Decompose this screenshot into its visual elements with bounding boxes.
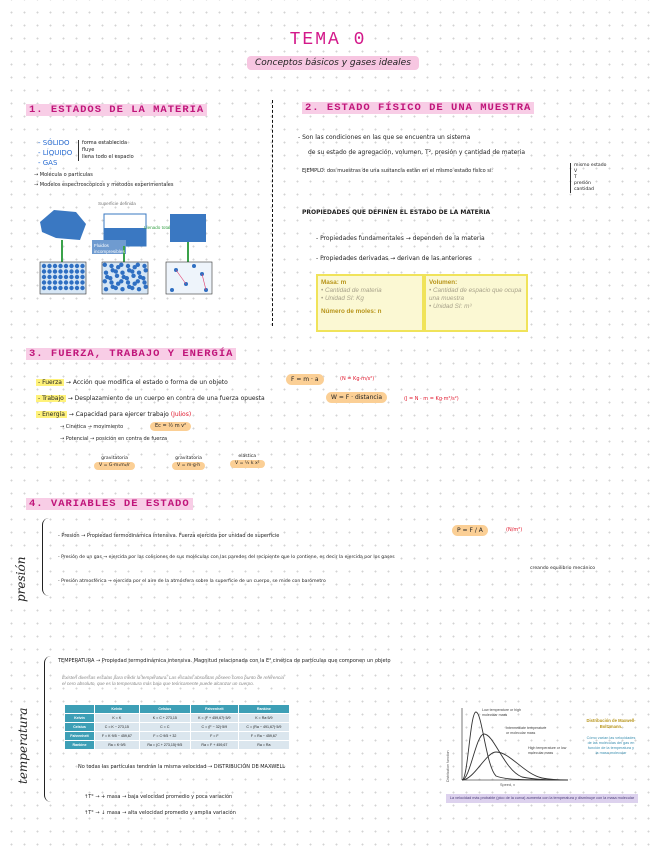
particle <box>80 286 84 290</box>
table-cell: Ra = F + 459,67 <box>190 741 238 750</box>
work-formula: W = F · distancia <box>326 392 387 403</box>
pressure-brace <box>42 518 49 596</box>
particle <box>42 275 46 279</box>
particle <box>58 264 62 268</box>
properties-title: PROPIEDADES QUE DEFINEN EL ESTADO DE LA MATERIA <box>302 209 491 216</box>
section-3-title: 3. FUERZA, TRABAJO Y ENERGÍA <box>26 348 236 360</box>
particle <box>142 280 146 284</box>
energy-line: - Energía → Capacidad para ejercer trabajo (Julios) <box>38 411 192 418</box>
plot-y-label: Distribution function <box>446 750 450 782</box>
page-subtitle: Conceptos básicos y gases ideales <box>247 56 419 70</box>
s2-line-1: - Son las condiciones en las que se encuentra un sistema <box>298 134 471 141</box>
table-row <box>65 723 290 732</box>
particle <box>80 275 84 279</box>
table-cell: Rankine <box>65 741 95 750</box>
particle <box>58 280 62 284</box>
particle <box>69 264 73 268</box>
properties-derived: - Propiedades derivadas → derivan de las anteriores <box>316 255 472 262</box>
particle <box>130 286 134 290</box>
solid-shape <box>40 210 86 240</box>
s2-line-2: de su estado de agregación, volumen, T², presión y cantidad de materia <box>308 149 526 156</box>
particle <box>58 275 62 279</box>
gas-container <box>170 214 206 242</box>
pressure-line-3: - Presión atmosférica → ejercida por el aire de la atmósfera sobre la superficie de un cuerpo, se mide con barómetro <box>58 579 326 584</box>
temperature-line-4: ↑T° → ↓ masa → alta velocidad promedio y amplia variación <box>84 810 236 816</box>
page-title: TEMA 0 <box>289 30 367 50</box>
potential-energy: → Potencial → posición en contra de fuerza <box>60 436 168 442</box>
particle <box>80 280 84 284</box>
table-cell: Kelvin <box>65 714 95 723</box>
s1-line-b: → Modelos espectroscópicos y métodos experimentales <box>34 182 174 188</box>
state-notes <box>78 140 134 161</box>
particle <box>47 264 51 268</box>
table-cell: C = K − 273,15 <box>94 723 139 732</box>
particle <box>120 271 124 275</box>
particle <box>136 263 140 267</box>
pressure-line-2b: creando equilibrio mecánico <box>530 566 596 571</box>
particle <box>142 264 146 268</box>
curve-high-temperature <box>462 752 568 780</box>
curve-intermediate <box>462 734 568 780</box>
mass-box-item: • Unidad SI: Kg <box>321 295 364 302</box>
s1-line-a: → Molécula o partículas <box>34 172 93 178</box>
diagram-caption-gas: Llenado total <box>144 225 171 230</box>
particle <box>47 280 51 284</box>
particle <box>64 269 68 273</box>
table-cell: F = Ra − 459,67 <box>238 732 289 741</box>
state-note-gas: llena todo el espacio <box>82 154 134 160</box>
example-item: mismo estado <box>574 163 607 168</box>
example-item: cantidad <box>574 187 594 192</box>
particle <box>53 280 57 284</box>
table-cell: C = (F − 32)·5/9 <box>190 723 238 732</box>
table-header: Rankine <box>238 705 289 714</box>
particle <box>42 286 46 290</box>
particle <box>120 287 124 291</box>
particle <box>137 287 141 291</box>
table-cell: Ra = Ra <box>238 741 289 750</box>
temperature-line-1: TEMPERATURA → Propiedad termodinámica intensiva. Magnitud relacionada con la E² cinética de partículas que componen un objeto <box>58 658 391 664</box>
table-header-row <box>65 705 290 714</box>
temperature-line-3: ↑T° → + masa → baja velocidad promedio y poca variación <box>84 794 233 800</box>
particle <box>47 269 51 273</box>
particle <box>103 263 107 267</box>
maxwell-caption: La velocidad más probable (pico de la curva) aumenta con la temperatura y disminuye con la masa molecular <box>446 794 638 803</box>
maxwell-title: Distribución de Maxwell-Boltzmann. <box>586 718 636 729</box>
particle <box>137 271 141 275</box>
curve-label-low: Low temperature or high molecular mass <box>482 708 521 717</box>
particle <box>42 280 46 284</box>
table-cell: C = (Ra − 491,67)·5/9 <box>238 723 289 732</box>
particle <box>75 275 79 279</box>
table-cell: K = K <box>94 714 139 723</box>
section-divider <box>272 100 273 326</box>
particle <box>119 279 123 283</box>
table-cell: Ra = K·9/5 <box>94 741 139 750</box>
potential-sub-2: gravitatoria V = m·g·h <box>172 456 205 470</box>
particle <box>53 275 57 279</box>
kinetic-formula: Ec = ½ m v² <box>150 422 191 431</box>
particle <box>125 276 129 280</box>
state-note-solid: forma establecida <box>82 140 128 146</box>
particle <box>75 280 79 284</box>
table-header <box>65 705 95 714</box>
maxwell-text: Cómo varían las velocidades de las moléculas del gas en función de la temperatura y la masa molecular <box>586 736 636 755</box>
pressure-line-1: - Presión → Propiedad termodinámica intensiva. Fuerza ejercida por unidad de superficie <box>58 533 280 539</box>
particle <box>42 269 46 273</box>
particle <box>130 269 134 273</box>
example-item: presión <box>574 181 591 186</box>
particle <box>119 263 123 267</box>
particle <box>126 280 130 284</box>
pressure-formula: P = F / A <box>452 525 488 536</box>
state-note-liquid: fluye <box>82 147 95 153</box>
table-row <box>65 732 290 741</box>
pressure-line-2: - Presión de un gas → ejercida por las colisiones de sus moléculas con las paredes del recipiente que lo contiene, es decir la ejercida por los gases <box>58 555 395 560</box>
kinetic-energy: → Cinética → movimiento <box>60 424 124 430</box>
temperature-brace <box>44 656 51 802</box>
particle <box>115 274 119 278</box>
particle <box>104 287 108 291</box>
example-items <box>570 163 606 193</box>
particle <box>47 286 51 290</box>
particle <box>58 286 62 290</box>
work-units: (J = N · m = Kg·m²/s²) <box>404 396 459 402</box>
particle <box>69 280 73 284</box>
example-item: V <box>574 169 578 174</box>
force-units: (N = Kg·m/s²) <box>340 376 375 382</box>
particle <box>109 264 113 268</box>
particle <box>64 264 68 268</box>
properties-fundamental: - Propiedades fundamentales → dependen de la materia <box>316 235 485 242</box>
volume-box-title: Volumen: <box>429 279 458 286</box>
particle <box>136 279 140 283</box>
volume-box-item: • Unidad SI: m³ <box>429 303 472 310</box>
table-cell: K = (F + 459,67)·5/9 <box>190 714 238 723</box>
particle <box>108 276 112 280</box>
particle <box>141 276 145 280</box>
state-gas: - GAS <box>38 159 58 167</box>
section-2-title: 2. ESTADO FÍSICO DE UNA MUESTRA <box>302 102 534 114</box>
s2-example: EJEMPLO: dos muestras de una sustancia están en el mismo estado físico si: <box>302 168 493 174</box>
pressure-units: (N/m²) <box>506 527 523 533</box>
curve-label-high: High temperature or low molecular mass <box>528 746 567 755</box>
state-solid: - SÓLIDO <box>38 139 70 147</box>
force-formula: F = m · a <box>286 374 324 385</box>
states-list <box>38 138 72 168</box>
section-1-title: 1. ESTADOS DE LA MATERIA <box>26 104 207 116</box>
particle <box>53 269 57 273</box>
volume-box <box>424 274 528 332</box>
particle <box>103 279 107 283</box>
moles-title: Número de moles: n <box>321 308 382 315</box>
particle <box>80 264 84 268</box>
particle <box>53 264 57 268</box>
potential-sub-1: gravitatoria V = G·m₁m₂/r <box>94 456 135 470</box>
section-4-title: 4. VARIABLES DE ESTADO <box>26 498 193 510</box>
particle <box>69 269 73 273</box>
table-header: Kelvin <box>94 705 139 714</box>
particle <box>109 280 113 284</box>
plot-x-label: Speed, v <box>500 783 515 787</box>
particle <box>64 275 68 279</box>
table-cell: K = C + 273,15 <box>139 714 190 723</box>
table-header: Fahrenheit <box>190 705 238 714</box>
particle <box>58 269 62 273</box>
particle <box>144 285 148 289</box>
particle <box>64 286 68 290</box>
particle <box>64 280 68 284</box>
table-cell: C = C <box>139 723 190 732</box>
particle <box>75 264 79 268</box>
particle <box>69 286 73 290</box>
force-line: - Fuerza → Acción que modifica el estado o forma de un objeto <box>38 379 228 386</box>
particle <box>75 286 79 290</box>
example-item: T <box>574 175 577 180</box>
particle <box>80 269 84 273</box>
particle <box>114 269 118 273</box>
particle <box>126 264 130 268</box>
temperature-scales-table <box>64 704 290 750</box>
potential-sub-3: elástica V = ½ k x² <box>230 454 265 468</box>
particle <box>75 269 79 273</box>
particle <box>53 286 57 290</box>
mass-box <box>316 274 424 332</box>
mass-box-title: Masa: m <box>321 279 347 286</box>
particle <box>42 264 46 268</box>
temperature-intro: Existen diversas escalas para medir la temperatura. Las escalas absolutas poseen como punto de referencia el cero absoluto, que es la temperatura más baja que teóricamente puede alcanzar un cuerpo. <box>62 675 284 686</box>
table-cell: F = F <box>190 732 238 741</box>
volume-box-item: • Cantidad de espacio que ocupa una muestra <box>429 287 522 302</box>
table-cell: F = K·9/5 − 459,67 <box>94 732 139 741</box>
particle <box>131 274 135 278</box>
particle <box>114 286 118 290</box>
particle <box>69 275 73 279</box>
table-cell: K = Ra·5/9 <box>238 714 289 723</box>
states-of-matter-diagram <box>36 200 222 306</box>
diagram-caption-liquid: Fluidos incompresibles <box>94 243 125 254</box>
curve-label-intermediate: Intermediate temperature or molecular mass <box>506 726 547 735</box>
temperature-side-label: temperatura <box>16 707 30 784</box>
table-cell: Ra = (C + 273,15)·9/5 <box>139 741 190 750</box>
table-row <box>65 714 290 723</box>
table-cell: F = C·9/5 + 32 <box>139 732 190 741</box>
solid-box <box>40 262 86 294</box>
state-liquid: - LÍQUIDO <box>38 149 73 157</box>
table-cell: Fahrenheit <box>65 732 95 741</box>
table-row <box>65 741 290 750</box>
table-cell: Celsius <box>65 723 95 732</box>
temperature-line-2: No todas las partículas tendrán la misma velocidad → DISTRIBUCIÓN DE MAXWELL <box>78 764 286 770</box>
pressure-side-label: presión <box>14 556 28 602</box>
particle <box>104 271 108 275</box>
particle <box>47 275 51 279</box>
mass-box-item: • Cantidad de materia <box>321 287 382 294</box>
table-header: Celsius <box>139 705 190 714</box>
work-line: - Trabajo → Desplazamiento de un cuerpo en contra de una fuerza opuesta <box>38 395 265 402</box>
diagram-caption-solid: Superficie definida <box>98 201 136 206</box>
particle <box>144 268 148 272</box>
